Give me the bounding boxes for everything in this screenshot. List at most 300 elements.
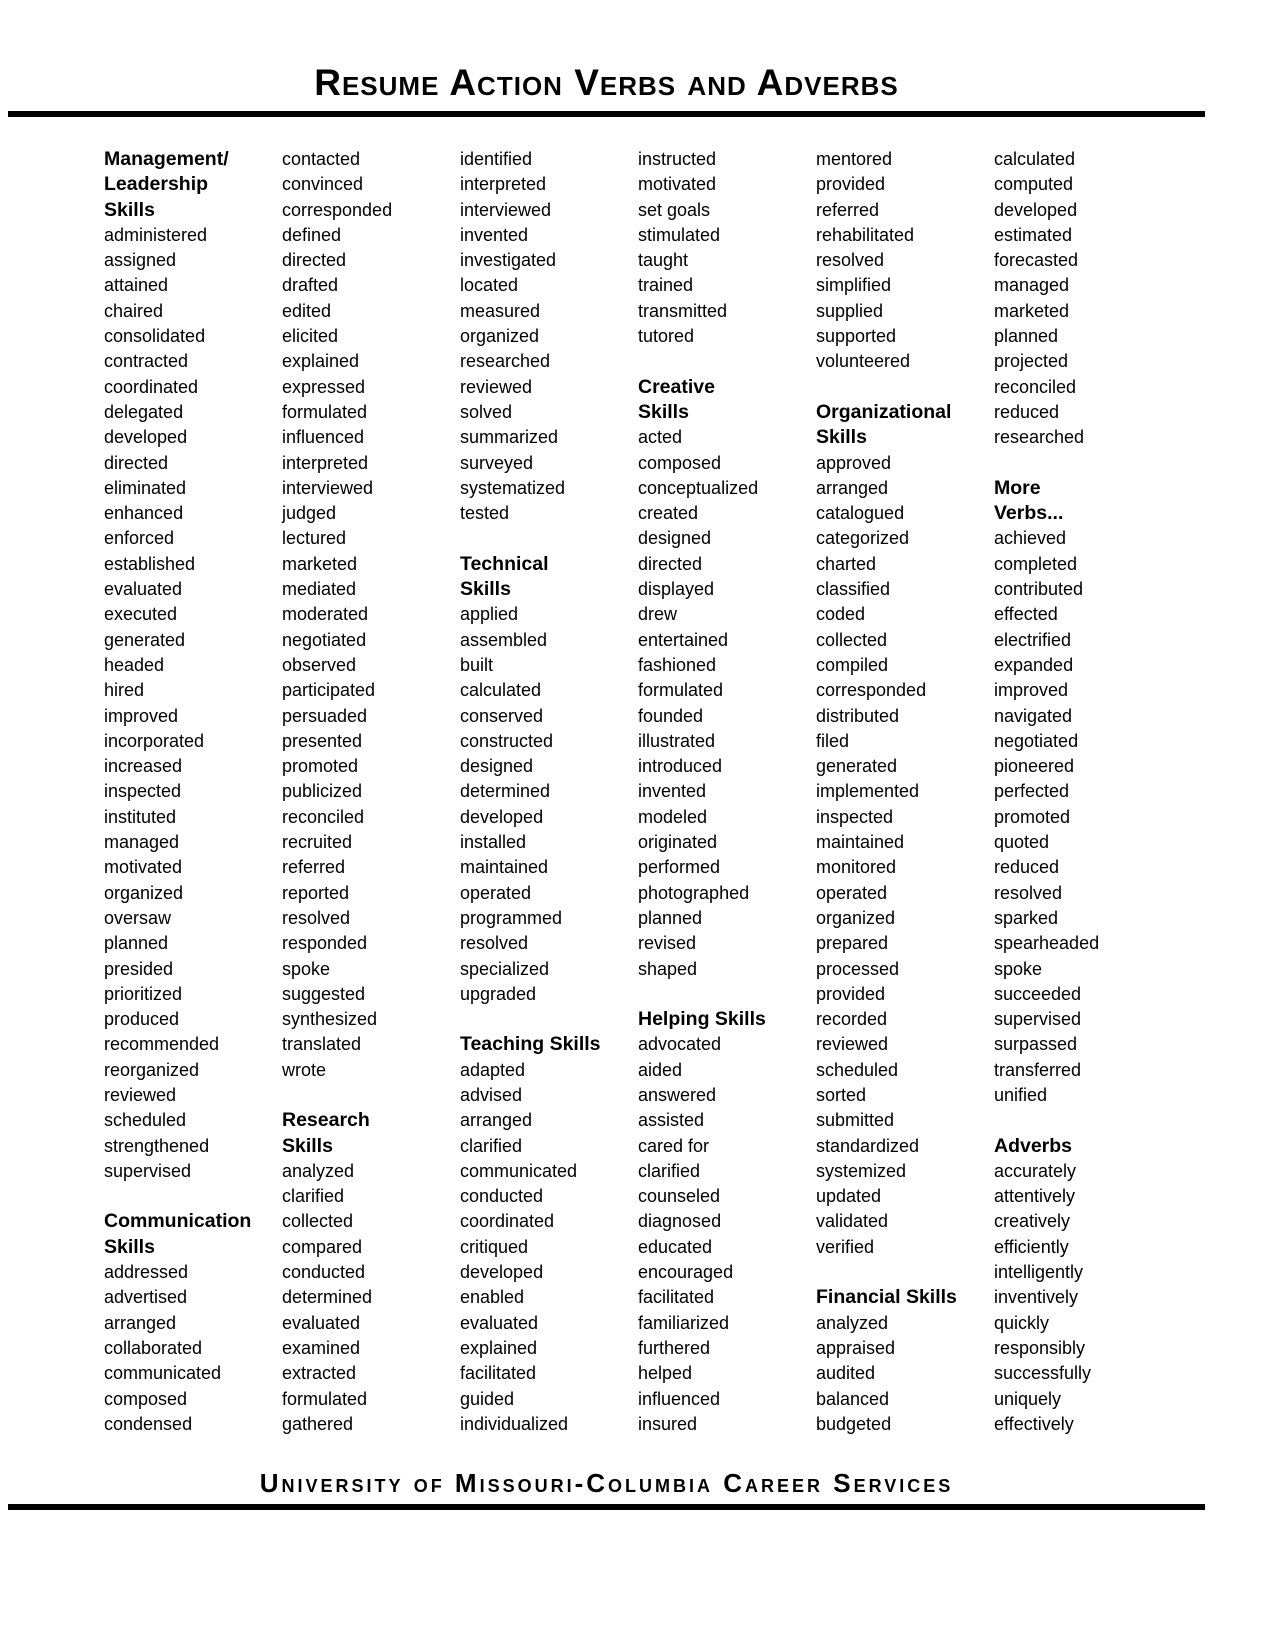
word-item: conceptualized [638, 477, 759, 498]
word-item: individualized [460, 1413, 569, 1434]
word-item: volunteered [816, 351, 911, 372]
word-item: charted [816, 553, 877, 574]
word-item: convinced [282, 174, 364, 195]
category-header-line: Skills [460, 578, 511, 601]
word-item: extracted [282, 1363, 357, 1384]
word-item: submitted [816, 1110, 895, 1131]
word-item: efficiently [994, 1236, 1069, 1257]
category-header-line: Adverbs [994, 1134, 1073, 1157]
word-item: organized [104, 882, 184, 903]
category-header-line: Verbs... [994, 502, 1064, 525]
word-item: facilitated [460, 1363, 537, 1384]
word-item: elicited [282, 326, 339, 347]
section-management-leadership-skills [104, 147, 282, 1184]
word-item: systematized [460, 477, 566, 498]
word-item: operated [460, 882, 532, 903]
word-item: administered [104, 224, 208, 245]
word-item: planned [104, 933, 169, 954]
word-item: implemented [816, 781, 920, 802]
word-item: supported [816, 326, 897, 347]
category-header-line: Communication [104, 1210, 252, 1233]
word-item: persuaded [282, 705, 368, 726]
word-item: intelligently [994, 1262, 1084, 1283]
word-item: completed [994, 553, 1078, 574]
section-more-verbs [994, 476, 1172, 1108]
word-item: effectively [994, 1413, 1074, 1434]
word-item: developed [994, 199, 1078, 220]
category-header-line: Management/ [104, 148, 229, 170]
word-item: surveyed [460, 452, 534, 473]
word-item: displayed [638, 579, 715, 600]
word-item: specialized [460, 958, 550, 979]
word-item: provided [816, 983, 886, 1004]
word-item: enhanced [104, 503, 184, 524]
word-item: researched [994, 427, 1085, 448]
section-continuation [460, 147, 638, 526]
word-item: sorted [816, 1084, 867, 1105]
word-item: clarified [282, 1186, 345, 1207]
word-item: defined [282, 224, 342, 245]
word-item: enabled [460, 1287, 525, 1308]
word-item: distributed [816, 705, 900, 726]
word-item: pioneered [994, 756, 1075, 777]
word-item: contacted [282, 149, 361, 169]
word-item: advocated [638, 1034, 722, 1055]
word-item: located [460, 275, 519, 296]
word-item: incorporated [104, 730, 205, 751]
word-item: calculated [994, 149, 1076, 169]
word-item: quickly [994, 1312, 1050, 1333]
word-item: scheduled [816, 1059, 899, 1080]
word-item: categorized [816, 528, 910, 549]
section-continuation [816, 147, 994, 375]
word-item: planned [638, 907, 703, 928]
category-header-line: Skills [104, 1235, 155, 1258]
word-item: prioritized [104, 983, 183, 1004]
word-item: recorded [816, 1009, 888, 1030]
word-item: presented [282, 730, 363, 751]
column-3 [460, 147, 638, 1437]
word-item: effected [994, 604, 1058, 625]
footer [8, 1468, 1205, 1510]
section-research-skills [282, 1108, 460, 1437]
word-item: educated [638, 1236, 713, 1257]
word-item: entertained [638, 629, 729, 650]
category-header-line: Teaching Skills [460, 1033, 601, 1056]
word-item: stimulated [638, 224, 721, 245]
word-item: explained [282, 351, 360, 372]
word-item: composed [104, 1388, 188, 1409]
word-item: audited [816, 1363, 876, 1384]
word-item: reduced [994, 401, 1060, 422]
word-item: gathered [282, 1413, 354, 1434]
word-item: condensed [104, 1413, 193, 1434]
word-item: advised [460, 1084, 523, 1105]
verb-columns [104, 147, 1196, 1437]
word-item: approved [816, 452, 892, 473]
word-item: arranged [104, 1312, 177, 1333]
word-item: conserved [460, 705, 544, 726]
word-item: classified [816, 579, 891, 600]
word-item: supervised [994, 1009, 1082, 1030]
word-item: interpreted [460, 174, 547, 195]
word-item: developed [460, 806, 544, 827]
word-item: designed [638, 528, 712, 549]
word-item: assigned [104, 250, 177, 271]
word-item: reduced [994, 857, 1060, 878]
category-header-line: Creative [638, 375, 715, 398]
word-item: planned [994, 326, 1059, 347]
word-item: coordinated [460, 1211, 555, 1232]
category-header-line: Leadership [104, 173, 209, 196]
column-4 [638, 147, 816, 1437]
word-item: systemized [816, 1160, 907, 1181]
word-item: reported [282, 882, 350, 903]
word-item: consolidated [104, 326, 206, 347]
word-item: formulated [638, 680, 724, 701]
word-item: advertised [104, 1287, 188, 1308]
category-header-line: Skills [282, 1134, 333, 1157]
word-item: fashioned [638, 654, 717, 675]
word-item: composed [638, 452, 722, 473]
word-item: negotiated [282, 629, 367, 650]
word-item: arranged [460, 1110, 533, 1131]
word-item: performed [638, 857, 721, 878]
word-item: collected [282, 1211, 354, 1232]
word-item: acted [638, 427, 683, 448]
word-item: recruited [282, 832, 353, 853]
word-item: observed [282, 654, 357, 675]
word-item: clarified [638, 1160, 701, 1181]
word-item: founded [638, 705, 704, 726]
word-item: upgraded [460, 983, 537, 1004]
word-item: motivated [104, 857, 183, 878]
word-item: motivated [638, 174, 717, 195]
word-item: compared [282, 1236, 363, 1257]
word-item: moderated [282, 604, 369, 625]
word-item: maintained [816, 832, 905, 853]
word-item: strengthened [104, 1135, 210, 1156]
word-item: researched [460, 351, 551, 372]
word-item: mediated [282, 579, 357, 600]
word-item: managed [994, 275, 1070, 296]
word-item: validated [816, 1211, 889, 1232]
word-item: increased [104, 756, 183, 777]
word-item: reconciled [994, 376, 1077, 397]
word-item: responsibly [994, 1337, 1086, 1358]
title-divider [8, 111, 1205, 117]
word-item: examined [282, 1337, 361, 1358]
word-item: navigated [994, 705, 1073, 726]
category-header-line: Research [282, 1109, 370, 1132]
word-item: encouraged [638, 1262, 734, 1283]
column-5 [816, 147, 994, 1437]
word-item: judged [282, 503, 337, 524]
word-item: taught [638, 250, 689, 271]
word-item: inspected [104, 781, 182, 802]
word-item: instituted [104, 806, 177, 827]
word-item: oversaw [104, 907, 172, 928]
word-item: instructed [638, 149, 717, 169]
word-item: verified [816, 1236, 875, 1257]
word-item: clarified [460, 1135, 523, 1156]
word-item: participated [282, 680, 376, 701]
category-header-line: Skills [816, 426, 867, 449]
word-item: forecasted [994, 250, 1079, 271]
word-item: developed [460, 1262, 544, 1283]
word-item: filed [816, 730, 850, 751]
word-item: interviewed [460, 199, 552, 220]
word-item: reviewed [460, 376, 533, 397]
word-item: managed [104, 832, 180, 853]
word-item: marketed [282, 553, 358, 574]
section-communication-skills [104, 1209, 282, 1437]
word-item: catalogued [816, 503, 905, 524]
word-item: furthered [638, 1337, 711, 1358]
word-item: corresponded [816, 680, 927, 701]
word-item: compiled [816, 654, 889, 675]
word-item: contracted [104, 351, 189, 372]
word-item: presided [104, 958, 174, 979]
word-item: produced [104, 1009, 180, 1030]
word-item: appraised [816, 1337, 896, 1358]
word-item: critiqued [460, 1236, 529, 1257]
word-item: maintained [460, 857, 549, 878]
word-item: built [460, 654, 494, 675]
word-item: interviewed [282, 477, 374, 498]
word-item: answered [638, 1084, 717, 1105]
word-item: constructed [460, 730, 554, 751]
word-item: headed [104, 654, 165, 675]
word-item: investigated [460, 250, 557, 271]
word-item: uniquely [994, 1388, 1062, 1409]
word-item: creatively [994, 1211, 1071, 1232]
page-title: Resume Action Verbs and Adverbs [314, 62, 899, 103]
word-item: referred [816, 199, 880, 220]
word-item: shaped [638, 958, 698, 979]
word-item: improved [994, 680, 1069, 701]
word-item: lectured [282, 528, 347, 549]
category-header-line: Financial Skills [816, 1286, 957, 1309]
category-header-line: Organizational [816, 400, 952, 423]
word-item: resolved [994, 882, 1063, 903]
footer-divider [8, 1504, 1205, 1510]
word-item: negotiated [994, 730, 1079, 751]
word-item: directed [282, 250, 347, 271]
word-item: influenced [638, 1388, 721, 1409]
word-item: helped [638, 1363, 693, 1384]
word-item: achieved [994, 528, 1067, 549]
word-item: accurately [994, 1160, 1077, 1181]
word-item: solved [460, 401, 513, 422]
word-item: photographed [638, 882, 750, 903]
word-item: conducted [460, 1186, 544, 1207]
word-item: summarized [460, 427, 559, 448]
word-item: reconciled [282, 806, 365, 827]
word-item: electrified [994, 629, 1072, 650]
word-item: counseled [638, 1186, 721, 1207]
word-item: perfected [994, 781, 1070, 802]
word-item: successfully [994, 1363, 1092, 1384]
word-item: installed [460, 832, 527, 853]
word-item: expressed [282, 376, 366, 397]
word-item: processed [816, 958, 900, 979]
word-item: generated [816, 756, 898, 777]
section-creative-skills [638, 375, 816, 982]
word-item: balanced [816, 1388, 890, 1409]
word-item: modeled [638, 806, 708, 827]
word-item: unified [994, 1084, 1048, 1105]
column-6 [994, 147, 1172, 1437]
word-item: projected [994, 351, 1069, 372]
word-item: measured [460, 300, 541, 321]
word-item: familiarized [638, 1312, 730, 1333]
word-item: trained [638, 275, 694, 296]
word-item: contributed [994, 579, 1084, 600]
word-item: prepared [816, 933, 889, 954]
word-item: adapted [460, 1059, 526, 1080]
word-item: cared for [638, 1135, 710, 1156]
word-item: supervised [104, 1160, 192, 1181]
word-item: rehabilitated [816, 224, 915, 245]
word-item: applied [460, 604, 519, 625]
word-item: insured [638, 1413, 698, 1434]
word-item: tutored [638, 326, 695, 347]
word-item: reviewed [104, 1084, 177, 1105]
word-item: reviewed [816, 1034, 889, 1055]
word-item: tested [460, 503, 510, 524]
word-item: spoke [282, 958, 331, 979]
word-item: spoke [994, 958, 1043, 979]
word-item: standardized [816, 1135, 920, 1156]
word-item: created [638, 503, 699, 524]
word-item: resolved [816, 250, 885, 271]
word-item: corresponded [282, 199, 393, 220]
word-item: invented [460, 224, 529, 245]
word-item: explained [460, 1337, 538, 1358]
word-item: sparked [994, 907, 1059, 928]
word-item: supplied [816, 300, 884, 321]
word-item: resolved [282, 907, 351, 928]
word-item: organized [460, 326, 540, 347]
word-item: inspected [816, 806, 894, 827]
word-item: organized [816, 907, 896, 928]
word-item: improved [104, 705, 179, 726]
section-technical-skills [460, 552, 638, 1007]
word-item: illustrated [638, 730, 716, 751]
column-2 [282, 147, 460, 1437]
word-item: formulated [282, 1388, 368, 1409]
word-item: assembled [460, 629, 548, 650]
word-item: quoted [994, 832, 1050, 853]
word-item: determined [282, 1287, 373, 1308]
category-header-line: Helping Skills [638, 1008, 766, 1031]
word-item: communicated [104, 1363, 222, 1384]
word-item: suggested [282, 983, 366, 1004]
word-item: recommended [104, 1034, 220, 1055]
word-item: attentively [994, 1186, 1076, 1207]
word-item: analyzed [282, 1160, 355, 1181]
word-item: diagnosed [638, 1211, 722, 1232]
word-item: calculated [460, 680, 542, 701]
word-item: communicated [460, 1160, 578, 1181]
word-item: determined [460, 781, 551, 802]
word-item: translated [282, 1034, 362, 1055]
word-item: chaired [104, 300, 164, 321]
word-item: originated [638, 832, 718, 853]
word-item: simplified [816, 275, 892, 296]
category-header-line: More [994, 476, 1041, 499]
word-item: marketed [994, 300, 1070, 321]
word-item: promoted [994, 806, 1071, 827]
word-item: succeeded [994, 983, 1082, 1004]
word-item: delegated [104, 401, 184, 422]
word-item: identified [460, 149, 533, 169]
word-item: drafted [282, 275, 339, 296]
word-item: computed [994, 174, 1074, 195]
word-item: evaluated [104, 579, 183, 600]
word-item: eliminated [104, 477, 187, 498]
category-header-line: Technical [460, 552, 549, 575]
word-item: evaluated [460, 1312, 539, 1333]
word-item: invented [638, 781, 707, 802]
word-item: addressed [104, 1262, 189, 1283]
word-item: interpreted [282, 452, 369, 473]
word-item: spearheaded [994, 933, 1100, 954]
section-financial-skills [816, 1285, 994, 1437]
word-item: programmed [460, 907, 563, 928]
word-item: set goals [638, 199, 711, 220]
section-continuation [994, 147, 1172, 451]
word-item: estimated [994, 224, 1073, 245]
word-item: collaborated [104, 1337, 203, 1358]
word-item: executed [104, 604, 178, 625]
word-item: collected [816, 629, 888, 650]
word-item: attained [104, 275, 169, 296]
word-item: introduced [638, 756, 723, 777]
word-item: formulated [282, 401, 368, 422]
word-item: influenced [282, 427, 365, 448]
word-item: established [104, 553, 196, 574]
word-item: publicized [282, 781, 363, 802]
word-item: hired [104, 680, 145, 701]
word-item: responded [282, 933, 368, 954]
word-item: facilitated [638, 1287, 715, 1308]
word-item: coordinated [104, 376, 199, 397]
word-item: inventively [994, 1287, 1079, 1308]
word-item: transmitted [638, 300, 728, 321]
word-item: generated [104, 629, 186, 650]
word-item: reorganized [104, 1059, 200, 1080]
word-item: coded [816, 604, 866, 625]
word-item: analyzed [816, 1312, 889, 1333]
word-item: assisted [638, 1110, 705, 1131]
word-item: promoted [282, 756, 359, 777]
category-header-line: Skills [638, 400, 689, 423]
word-item: directed [104, 452, 169, 473]
word-item: designed [460, 756, 534, 777]
word-item: updated [816, 1186, 882, 1207]
word-item: monitored [816, 857, 897, 878]
word-item: operated [816, 882, 888, 903]
category-header-line: Skills [104, 198, 155, 221]
word-item: revised [638, 933, 697, 954]
section-teaching-skills [460, 1032, 638, 1437]
word-item: guided [460, 1388, 515, 1409]
word-item: directed [638, 553, 703, 574]
word-item: conducted [282, 1262, 366, 1283]
section-continuation [282, 147, 460, 1083]
